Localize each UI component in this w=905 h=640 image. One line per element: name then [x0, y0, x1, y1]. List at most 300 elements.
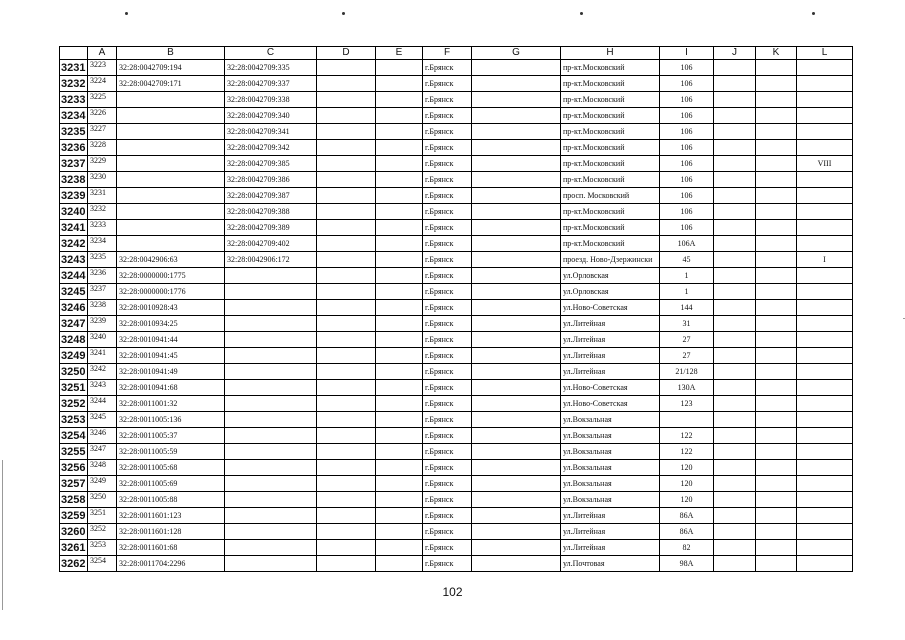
cell-a: 3254	[88, 556, 117, 572]
cell-k	[756, 348, 797, 364]
cell-d	[317, 444, 376, 460]
cell-j	[714, 236, 756, 252]
cell-b: 32:28:0010941:49	[117, 364, 225, 380]
cell-l	[797, 172, 853, 188]
cell-e	[376, 252, 423, 268]
cell-b: 32:28:0011601:128	[117, 524, 225, 540]
row-number: 3260	[60, 524, 88, 540]
cell-a: 3237	[88, 284, 117, 300]
row-number: 3241	[60, 220, 88, 236]
cell-g	[472, 284, 561, 300]
cell-b	[117, 204, 225, 220]
cell-f: г.Брянск	[423, 252, 472, 268]
cell-k	[756, 60, 797, 76]
cell-b: 32:28:0042709:194	[117, 60, 225, 76]
cell-j	[714, 76, 756, 92]
cell-i: 106	[660, 220, 714, 236]
row-number: 3255	[60, 444, 88, 460]
scan-dot	[812, 12, 815, 15]
cell-l	[797, 316, 853, 332]
cell-e	[376, 284, 423, 300]
scan-dot	[342, 12, 345, 15]
cell-a: 3228	[88, 140, 117, 156]
cell-c	[225, 444, 317, 460]
cell-j	[714, 524, 756, 540]
cell-j	[714, 396, 756, 412]
cell-f: г.Брянск	[423, 332, 472, 348]
cell-l	[797, 108, 853, 124]
cell-d	[317, 316, 376, 332]
cell-e	[376, 524, 423, 540]
cell-b: 32:28:0010934:25	[117, 316, 225, 332]
cell-b: 32:28:0010941:45	[117, 348, 225, 364]
cell-f: г.Брянск	[423, 156, 472, 172]
cell-c	[225, 508, 317, 524]
cell-j	[714, 156, 756, 172]
cell-j	[714, 284, 756, 300]
cell-j	[714, 92, 756, 108]
cell-d	[317, 412, 376, 428]
table-row	[60, 332, 853, 348]
cell-f: г.Брянск	[423, 492, 472, 508]
cell-e	[376, 172, 423, 188]
table-row	[60, 556, 853, 572]
table-row	[60, 444, 853, 460]
cell-c: 32:28:0042709:385	[225, 156, 317, 172]
cell-b: 32:28:0011601:68	[117, 540, 225, 556]
cell-i: 106	[660, 92, 714, 108]
cell-c	[225, 556, 317, 572]
cell-f: г.Брянск	[423, 396, 472, 412]
cell-a: 3229	[88, 156, 117, 172]
cell-j	[714, 412, 756, 428]
row-number: 3234	[60, 108, 88, 124]
cell-i: 106	[660, 124, 714, 140]
cell-b	[117, 92, 225, 108]
cell-b: 32:28:0042709:171	[117, 76, 225, 92]
cell-f: г.Брянск	[423, 236, 472, 252]
cell-h: ул.Орловская	[561, 284, 660, 300]
cell-g	[472, 460, 561, 476]
cell-h: ул.Вокзальная	[561, 460, 660, 476]
row-number: 3258	[60, 492, 88, 508]
header-dots	[0, 12, 905, 22]
cell-f: г.Брянск	[423, 428, 472, 444]
cell-l	[797, 300, 853, 316]
cell-a: 3247	[88, 444, 117, 460]
cell-f: г.Брянск	[423, 284, 472, 300]
table-row	[60, 396, 853, 412]
cell-e	[376, 188, 423, 204]
cell-b: 32:28:0011005:68	[117, 460, 225, 476]
cell-h: ул.Вокзальная	[561, 428, 660, 444]
table-row	[60, 540, 853, 556]
cell-c: 32:28:0042709:341	[225, 124, 317, 140]
cell-e	[376, 92, 423, 108]
cell-a: 3225	[88, 92, 117, 108]
cell-e	[376, 348, 423, 364]
cell-l: VIII	[797, 156, 853, 172]
cell-a: 3246	[88, 428, 117, 444]
cell-c	[225, 412, 317, 428]
cell-i: 122	[660, 428, 714, 444]
cell-d	[317, 156, 376, 172]
table-row	[60, 156, 853, 172]
cell-a: 3232	[88, 204, 117, 220]
cell-i: 120	[660, 492, 714, 508]
cell-j	[714, 476, 756, 492]
table-row	[60, 348, 853, 364]
cell-f: г.Брянск	[423, 92, 472, 108]
cell-l	[797, 124, 853, 140]
cell-j	[714, 316, 756, 332]
cell-e	[376, 364, 423, 380]
cell-l	[797, 140, 853, 156]
cell-i: 123	[660, 396, 714, 412]
cell-d	[317, 508, 376, 524]
cell-i: 120	[660, 476, 714, 492]
cell-g	[472, 540, 561, 556]
cell-f: г.Брянск	[423, 316, 472, 332]
cell-a: 3240	[88, 332, 117, 348]
cell-j	[714, 380, 756, 396]
cell-k	[756, 396, 797, 412]
cell-b: 32:28:0000000:1776	[117, 284, 225, 300]
cell-e	[376, 508, 423, 524]
cell-h: пр-кт.Московский	[561, 140, 660, 156]
cell-a: 3223	[88, 60, 117, 76]
cell-a: 3251	[88, 508, 117, 524]
cell-b	[117, 172, 225, 188]
row-number: 3236	[60, 140, 88, 156]
cell-c: 32:28:0042709:388	[225, 204, 317, 220]
row-number: 3256	[60, 460, 88, 476]
column-header: I	[660, 47, 714, 60]
cell-i: 98А	[660, 556, 714, 572]
cell-e	[376, 220, 423, 236]
cell-e	[376, 76, 423, 92]
row-number: 3262	[60, 556, 88, 572]
cell-j	[714, 428, 756, 444]
cell-g	[472, 220, 561, 236]
cell-e	[376, 60, 423, 76]
cell-b	[117, 140, 225, 156]
cell-l	[797, 332, 853, 348]
cell-k	[756, 108, 797, 124]
table-row	[60, 220, 853, 236]
cell-f: г.Брянск	[423, 348, 472, 364]
cell-g	[472, 172, 561, 188]
cell-f: г.Брянск	[423, 108, 472, 124]
table-row	[60, 492, 853, 508]
cell-d	[317, 460, 376, 476]
column-header: A	[88, 47, 117, 60]
cell-d	[317, 348, 376, 364]
cell-g	[472, 444, 561, 460]
table-row	[60, 412, 853, 428]
table-row	[60, 172, 853, 188]
cell-b: 32:28:0042906:63	[117, 252, 225, 268]
cell-k	[756, 476, 797, 492]
cell-f: г.Брянск	[423, 556, 472, 572]
cell-c: 32:28:0042709:342	[225, 140, 317, 156]
row-number: 3245	[60, 284, 88, 300]
cell-e	[376, 492, 423, 508]
row-number: 3252	[60, 396, 88, 412]
cell-b: 32:28:0011005:37	[117, 428, 225, 444]
cell-j	[714, 108, 756, 124]
cell-k	[756, 268, 797, 284]
cell-h: ул.Ново-Советская	[561, 396, 660, 412]
cell-j	[714, 556, 756, 572]
cell-b: 32:28:0010928:43	[117, 300, 225, 316]
table-row	[60, 524, 853, 540]
cell-c: 32:28:0042709:335	[225, 60, 317, 76]
cell-h: ул.Литейная	[561, 540, 660, 556]
column-header: B	[117, 47, 225, 60]
cell-l	[797, 364, 853, 380]
cell-k	[756, 76, 797, 92]
cell-b: 32:28:0010941:68	[117, 380, 225, 396]
cell-e	[376, 380, 423, 396]
cell-e	[376, 316, 423, 332]
cell-k	[756, 92, 797, 108]
cell-h: пр-кт.Московский	[561, 156, 660, 172]
cell-g	[472, 60, 561, 76]
cell-j	[714, 252, 756, 268]
cell-d	[317, 332, 376, 348]
cell-f: г.Брянск	[423, 300, 472, 316]
cell-h: проезд. Ново-Дзержински	[561, 252, 660, 268]
cell-j	[714, 140, 756, 156]
cell-h: ул.Ново-Советская	[561, 300, 660, 316]
cell-k	[756, 364, 797, 380]
cell-k	[756, 316, 797, 332]
cell-d	[317, 380, 376, 396]
cell-d	[317, 108, 376, 124]
cell-h: пр-кт.Московский	[561, 92, 660, 108]
table-row	[60, 92, 853, 108]
cell-a: 3231	[88, 188, 117, 204]
cell-c: 32:28:0042709:340	[225, 108, 317, 124]
cell-h: пр-кт.Московский	[561, 220, 660, 236]
column-header: G	[472, 47, 561, 60]
cell-a: 3230	[88, 172, 117, 188]
table-row	[60, 252, 853, 268]
cell-d	[317, 124, 376, 140]
cell-c	[225, 332, 317, 348]
cell-h: пр-кт.Московский	[561, 236, 660, 252]
cell-f: г.Брянск	[423, 540, 472, 556]
cell-d	[317, 140, 376, 156]
row-number: 3238	[60, 172, 88, 188]
cell-h: ул.Орловская	[561, 268, 660, 284]
cell-f: г.Брянск	[423, 220, 472, 236]
cell-k	[756, 140, 797, 156]
cell-i: 86А	[660, 524, 714, 540]
cell-l	[797, 188, 853, 204]
cell-l	[797, 428, 853, 444]
table-body	[60, 60, 853, 572]
cell-d	[317, 60, 376, 76]
cell-b	[117, 108, 225, 124]
cell-j	[714, 348, 756, 364]
column-header: C	[225, 47, 317, 60]
cell-l	[797, 524, 853, 540]
cell-j	[714, 60, 756, 76]
cell-c	[225, 364, 317, 380]
cell-e	[376, 156, 423, 172]
cell-d	[317, 556, 376, 572]
cell-i: 21/128	[660, 364, 714, 380]
cell-e	[376, 268, 423, 284]
cell-k	[756, 236, 797, 252]
cell-e	[376, 236, 423, 252]
cell-e	[376, 444, 423, 460]
cell-c	[225, 460, 317, 476]
column-header: F	[423, 47, 472, 60]
cell-l	[797, 236, 853, 252]
cell-h: ул.Ново-Советская	[561, 380, 660, 396]
cell-i: 1	[660, 284, 714, 300]
cell-h: ул.Вокзальная	[561, 476, 660, 492]
row-number: 3250	[60, 364, 88, 380]
cell-k	[756, 172, 797, 188]
row-number: 3233	[60, 92, 88, 108]
cell-b: 32:28:0011704:2296	[117, 556, 225, 572]
column-header-row	[60, 47, 853, 60]
cell-h: ул.Литейная	[561, 364, 660, 380]
cell-a: 3234	[88, 236, 117, 252]
row-number: 3231	[60, 60, 88, 76]
cell-d	[317, 284, 376, 300]
cell-f: г.Брянск	[423, 188, 472, 204]
cell-k	[756, 524, 797, 540]
row-number: 3244	[60, 268, 88, 284]
cell-h: ул.Литейная	[561, 316, 660, 332]
cell-a: 3244	[88, 396, 117, 412]
cell-j	[714, 220, 756, 236]
row-number: 3248	[60, 332, 88, 348]
cell-e	[376, 140, 423, 156]
cell-l	[797, 60, 853, 76]
cell-a: 3249	[88, 476, 117, 492]
cell-e	[376, 124, 423, 140]
cell-g	[472, 156, 561, 172]
cell-k	[756, 332, 797, 348]
cell-g	[472, 380, 561, 396]
cell-a: 3236	[88, 268, 117, 284]
cell-c	[225, 492, 317, 508]
cell-i: 106	[660, 172, 714, 188]
cell-a: 3253	[88, 540, 117, 556]
cell-b	[117, 236, 225, 252]
cell-e	[376, 476, 423, 492]
cell-j	[714, 124, 756, 140]
scan-dot	[580, 12, 583, 15]
scan-dot	[125, 12, 128, 15]
cell-h: пр-кт.Московский	[561, 60, 660, 76]
cell-g	[472, 476, 561, 492]
cell-d	[317, 76, 376, 92]
row-number: 3249	[60, 348, 88, 364]
cell-j	[714, 460, 756, 476]
column-header: J	[714, 47, 756, 60]
cell-g	[472, 188, 561, 204]
cell-k	[756, 204, 797, 220]
cell-l	[797, 556, 853, 572]
cell-g	[472, 92, 561, 108]
cell-i: 106	[660, 60, 714, 76]
row-number: 3243	[60, 252, 88, 268]
cell-i: 27	[660, 332, 714, 348]
table-row	[60, 140, 853, 156]
cell-b: 32:28:0011601:123	[117, 508, 225, 524]
cell-k	[756, 220, 797, 236]
column-header: H	[561, 47, 660, 60]
cell-g	[472, 252, 561, 268]
cell-g	[472, 76, 561, 92]
cell-c	[225, 476, 317, 492]
cell-h: ул.Литейная	[561, 332, 660, 348]
row-number: 3232	[60, 76, 88, 92]
row-number: 3237	[60, 156, 88, 172]
cell-j	[714, 540, 756, 556]
cell-d	[317, 236, 376, 252]
cell-g	[472, 556, 561, 572]
cell-d	[317, 300, 376, 316]
cell-c: 32:28:0042709:402	[225, 236, 317, 252]
cell-k	[756, 508, 797, 524]
cell-g	[472, 428, 561, 444]
cell-d	[317, 268, 376, 284]
cell-i: 45	[660, 252, 714, 268]
cell-l	[797, 540, 853, 556]
cell-j	[714, 508, 756, 524]
cell-b: 32:28:0011005:69	[117, 476, 225, 492]
cell-l	[797, 204, 853, 220]
cell-k	[756, 284, 797, 300]
table-row	[60, 380, 853, 396]
page-number: 102	[442, 585, 463, 599]
cell-a: 3243	[88, 380, 117, 396]
cell-g	[472, 316, 561, 332]
cell-g	[472, 300, 561, 316]
cell-a: 3250	[88, 492, 117, 508]
cell-e	[376, 556, 423, 572]
cell-j	[714, 332, 756, 348]
cell-l	[797, 268, 853, 284]
cell-l	[797, 412, 853, 428]
cell-b: 32:28:0011005:88	[117, 492, 225, 508]
cell-g	[472, 204, 561, 220]
cell-c	[225, 524, 317, 540]
table-row	[60, 476, 853, 492]
cell-h: ул.Вокзальная	[561, 492, 660, 508]
cell-k	[756, 124, 797, 140]
cell-k	[756, 556, 797, 572]
cell-f: г.Брянск	[423, 140, 472, 156]
cell-i: 130А	[660, 380, 714, 396]
cell-l	[797, 380, 853, 396]
cell-j	[714, 300, 756, 316]
cell-a: 3245	[88, 412, 117, 428]
cell-l	[797, 508, 853, 524]
table-row	[60, 428, 853, 444]
cell-g	[472, 140, 561, 156]
cell-d	[317, 172, 376, 188]
margin-line	[2, 460, 3, 610]
